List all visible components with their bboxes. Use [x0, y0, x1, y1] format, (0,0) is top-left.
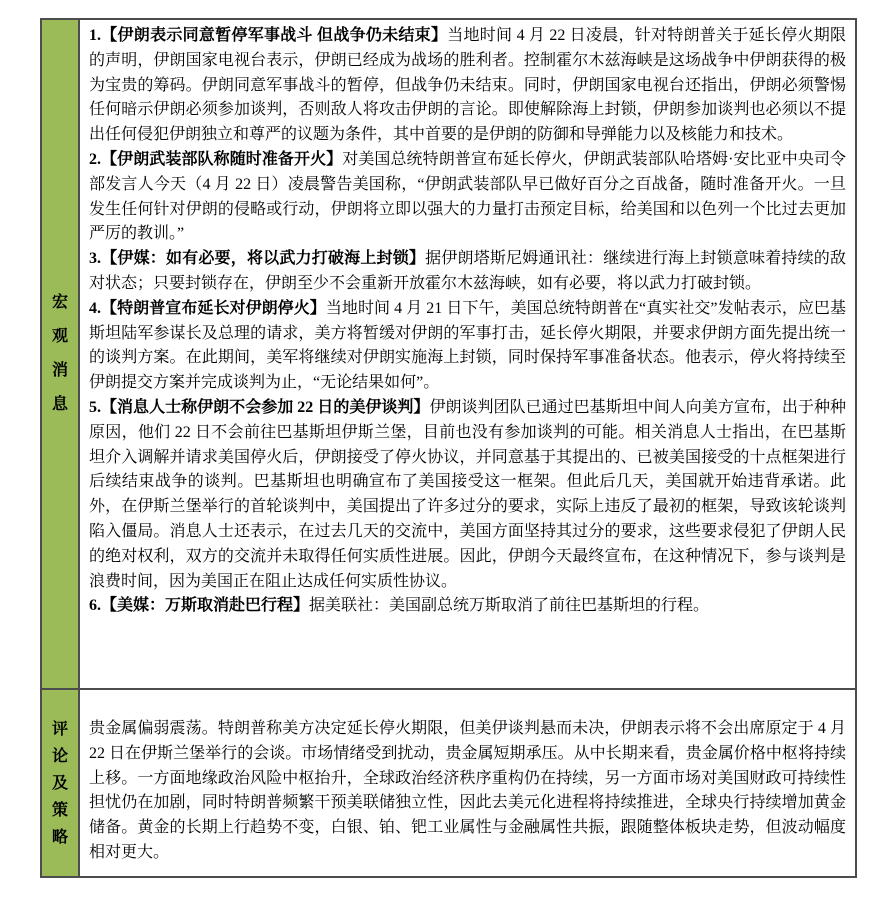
comment-item-body: 贵金属偏弱震荡。特朗普称美方决定延长停火期限，但美伊谈判悬而未决，伊朗表示将不会出席原定于 4 月 22 日在伊斯兰堡举行的会谈。市场情绪受到扰动，贵金属短期承压。从中长期来看，贵金属价格中枢将持续上移。一方面地缘政治风险中枢抬升，全球政治经济秩序重构仍在持续，另一方面市场对美国财政可持续性担忧仍在加剧，同时特朗普频繁干预美联储独立性，因此去美元化进程将持续推进，全球央行持续增加黄金储备。黄金的长期上行趋势不变，白银、铂、钯工业属性与金融属性共振，跟随整体板块走势，但波动幅度相对更大。 — [89, 720, 846, 861]
section-label-cell-macro-news — [42, 20, 80, 688]
news-item-title: 4.【特朗普宣布延长对伊朗停火】 — [89, 299, 326, 317]
news-table — [40, 18, 857, 878]
comment-item — [89, 717, 846, 866]
news-item — [89, 24, 846, 148]
table-row-macro-news — [42, 20, 855, 690]
section-content-macro-news — [80, 20, 855, 688]
news-item — [89, 594, 846, 619]
section-label-comments-strategy: 评论及策略 — [51, 720, 68, 846]
news-item-body: 据美联社：美国副总统万斯取消了前往巴基斯坦的行程。 — [309, 597, 710, 615]
news-item — [89, 396, 846, 594]
news-item-title: 3.【伊媒：如有必要，将以武力打破海上封锁】 — [89, 250, 426, 268]
section-content-comments-strategy — [80, 690, 855, 876]
news-item — [89, 247, 846, 297]
news-item — [89, 148, 846, 247]
table-row-comments-strategy — [42, 690, 855, 876]
news-item — [89, 297, 846, 396]
section-label-macro-news: 宏观消息 — [51, 294, 68, 413]
news-item-title: 1.【伊朗表示同意暂停军事战斗 但战争仍未结束】 — [89, 27, 448, 44]
news-item-body: 当地时间 4 月 21 日下午，美国总统特朗普在“真实社交”发帖表示，应巴基斯坦陆军参谋长及总理的请求，美方将暂缓对伊朗的军事打击，延长停火期限，并要求伊朗方面先提出统一的谈判方案。在此期间，美军将继续对伊朗实施海上封锁，同时保持军事准备状态。他表示，停火将持续至伊朗提交方案并完成谈判为止，“无论结果如何”。 — [89, 299, 846, 392]
news-item-title: 5.【消息人士称伊朗不会参加 22 日的美伊谈判】 — [89, 398, 430, 416]
section-label-cell-comments-strategy — [42, 690, 80, 876]
news-item-body: 据伊朗塔斯尼姆通讯社：继续进行海上封锁意味着持续的敌对状态；只要封锁存在，伊朗至少不会重新开放霍尔木兹海峡，如有必要，将以武力打破封锁。 — [89, 250, 846, 292]
news-item-body: 当地时间 4 月 22 日凌晨，针对特朗普关于延长停火期限的声明，伊朗国家电视台表示，伊朗已经成为战场的胜利者。控制霍尔木兹海峡是这场战争中伊朗获得的极为宝贵的筹码。伊朗同意军事战斗的暂停，但战争仍未结束。同时，伊朗国家电视台还指出，伊朗必须警惕任何暗示伊朗必须参加谈判，否则敌人将攻击伊朗的言论。即使解除海上封锁，伊朗参加谈判也必须以不提出任何侵犯伊朗独立和尊严的议题为条件，其中首要的是伊朗的防御和导弹能力以及核能力和技术。 — [89, 27, 846, 144]
news-item-title: 2.【伊朗武装部队称随时准备开火】 — [89, 150, 343, 168]
news-item-body: 伊朗谈判团队已通过巴基斯坦中间人向美方宣布，出于种种原因，他们 22 日不会前往巴基斯坦伊斯兰堡，目前也没有参加谈判的可能。相关消息人士指出，在巴基斯坦介入调解并请求美国停火后，伊朗接受了停火协议，并同意基于其提出的、已被美国接受的十点框架进行后续结束战争的谈判。巴基斯坦也明确宣布了美国接受这一框架。但此后几天，美国就开始违背承诺。此外，在伊斯兰堡举行的首轮谈判中，美国提出了许多过分的要求，实际上违反了最初的框架，导致该轮谈判陷入僵局。消息人士还表示，在过去几天的交流中，美国方面坚持其过分的要求，这些要求侵犯了伊朗人民的绝对权利，双方的交流并未取得任何实质性进展。因此，伊朗今天最终宣布，在这种情况下，参与谈判是浪费时间，因为美国正在阻止达成任何实质性协议。 — [89, 398, 846, 590]
news-item-body: 对美国总统特朗普宣布延长停火，伊朗武装部队哈塔姆·安比亚中央司令部发言人今天（4 月 22 日）凌晨警告美国称，“伊朗武装部队早已做好百分之百战备，随时准备开火。一旦发生任何针对伊朗的侵略或行动，伊朗将立即以强大的力量打击预定目标，给美国和以色列一个比过去更加严厉的教训。” — [89, 150, 846, 243]
news-item-title: 6.【美媒：万斯取消赴巴行程】 — [89, 597, 310, 615]
